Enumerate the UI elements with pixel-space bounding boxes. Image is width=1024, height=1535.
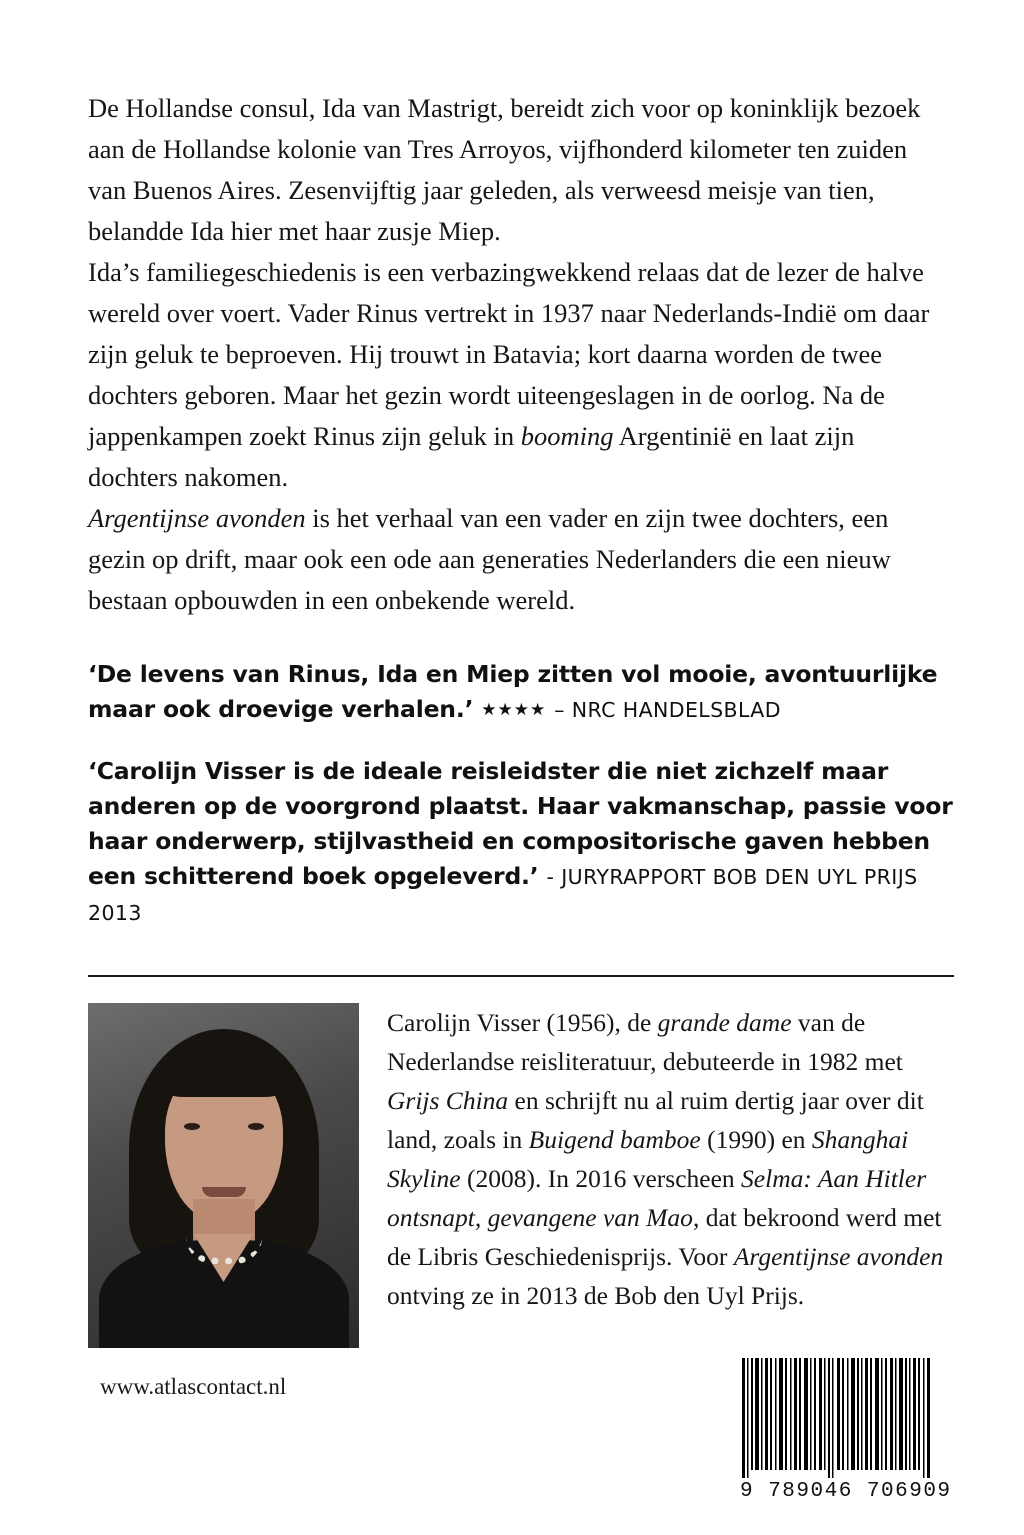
portrait-eye-right (248, 1123, 264, 1130)
bio-part-1: Carolijn Visser (1956), de (387, 1008, 658, 1037)
author-portrait-image (88, 1003, 359, 1348)
quote-2-text: ‘Carolijn Visser is de ideale reisleidster die niet zichzelf maar anderen op de voorgrond plaatst. Haar vakmanschap, passie voor haar onderwerp, stijlvastheid en compositorische gaven hebben een schitterend boek opgeleverd.’ (88, 757, 953, 890)
blurb-p2-part-b: Argentinië en laat zijn dochters nakomen. (88, 421, 855, 492)
publisher-website[interactable]: www.atlascontact.nl (100, 1374, 287, 1399)
quote-1-stars: ★★★★ (481, 700, 547, 720)
author-biography (387, 1003, 954, 1315)
blurb-text (88, 88, 948, 621)
bio-part-3: en schrijft nu al ruim dertig jaar over dit land, zoals in (387, 1086, 924, 1154)
barcode-number: 9 789046 706909 (740, 1480, 952, 1503)
blurb-paragraph-3 (88, 498, 948, 621)
quote-1-source: – NRC HANDELSBLAD (554, 698, 781, 722)
portrait-mouth (202, 1187, 246, 1197)
section-divider (88, 975, 954, 977)
bio-emphasis-5: Selma: Aan Hitler ontsnapt, gevangene van Mao (387, 1164, 927, 1232)
barcode-bars (740, 1358, 936, 1478)
bio-part-2: van de Nederlandse reisliteratuur, debuteerde in 1982 met (387, 1008, 903, 1076)
review-quote-1 (88, 657, 954, 728)
review-quote-2 (88, 754, 954, 931)
bio-part-5: (2008). In 2016 verscheen (460, 1164, 742, 1193)
blurb-p2-part-a: Ida’s familiegeschiedenis is een verbazingwekkend relaas dat de lezer de halve wereld over voert. Vader Rinus vertrekt in 1937 naar Nederlands-Indië om daar zijn geluk te beproeven. Hij trouwt in Batavia; kort daarna worden de twee dochters geboren. Maar het gezin wordt uiteengeslagen in de oorlog. Na de jappenkampen zoekt Rinus zijn geluk in (88, 257, 930, 451)
bio-emphasis-1: grande dame (657, 1008, 792, 1037)
blurb-p3-title: Argentijnse avonden (88, 503, 306, 533)
blurb-p2-emphasis: booming (520, 421, 614, 451)
portrait-fringe (158, 1053, 290, 1097)
bio-part-4: (1990) en (700, 1125, 812, 1154)
blurb-paragraph-2 (88, 252, 948, 498)
portrait-eye-left (184, 1123, 200, 1130)
bio-emphasis-6: Argentijnse avonden (733, 1242, 944, 1271)
blurb-p3-part-b: is het verhaal van een vader en zijn twee dochters, een gezin op drift, maar ook een ode aan generaties Nederlanders die een nieuw bestaan opbouwden in een onbekende wereld. (88, 503, 891, 615)
bio-emphasis-3: Buigend bamboe (528, 1125, 701, 1154)
quote-2-source: - JURYRAPPORT BOB DEN UYL PRIJS 2013 (88, 865, 918, 925)
bio-part-6: , dat bekroond werd met de Libris Geschiedenisprijs. Voor (387, 1203, 942, 1271)
barcode (734, 1350, 952, 1507)
bio-emphasis-2: Grijs China (387, 1086, 509, 1115)
bio-emphasis-4: Shanghai Skyline (387, 1125, 909, 1193)
quote-1-text: ‘De levens van Rinus, Ida en Miep zitten vol mooie, avontuurlijke maar ook droevige verhalen.’ (88, 660, 938, 723)
author-section (88, 1003, 954, 1348)
bio-part-7: ontving ze in 2013 de Bob den Uyl Prijs. (387, 1281, 805, 1310)
blurb-paragraph-1: De Hollandse consul, Ida van Mastrigt, bereidt zich voor op koninklijk bezoek aan de Hollandse kolonie van Tres Arroyos, vijfhonderd kilometer ten zuiden van Buenos Aires. Zesenvijftig jaar geleden, als verweesd meisje van tien, belandde Ida hier met haar zusje Miep. (88, 93, 921, 246)
review-quotes (88, 657, 954, 931)
